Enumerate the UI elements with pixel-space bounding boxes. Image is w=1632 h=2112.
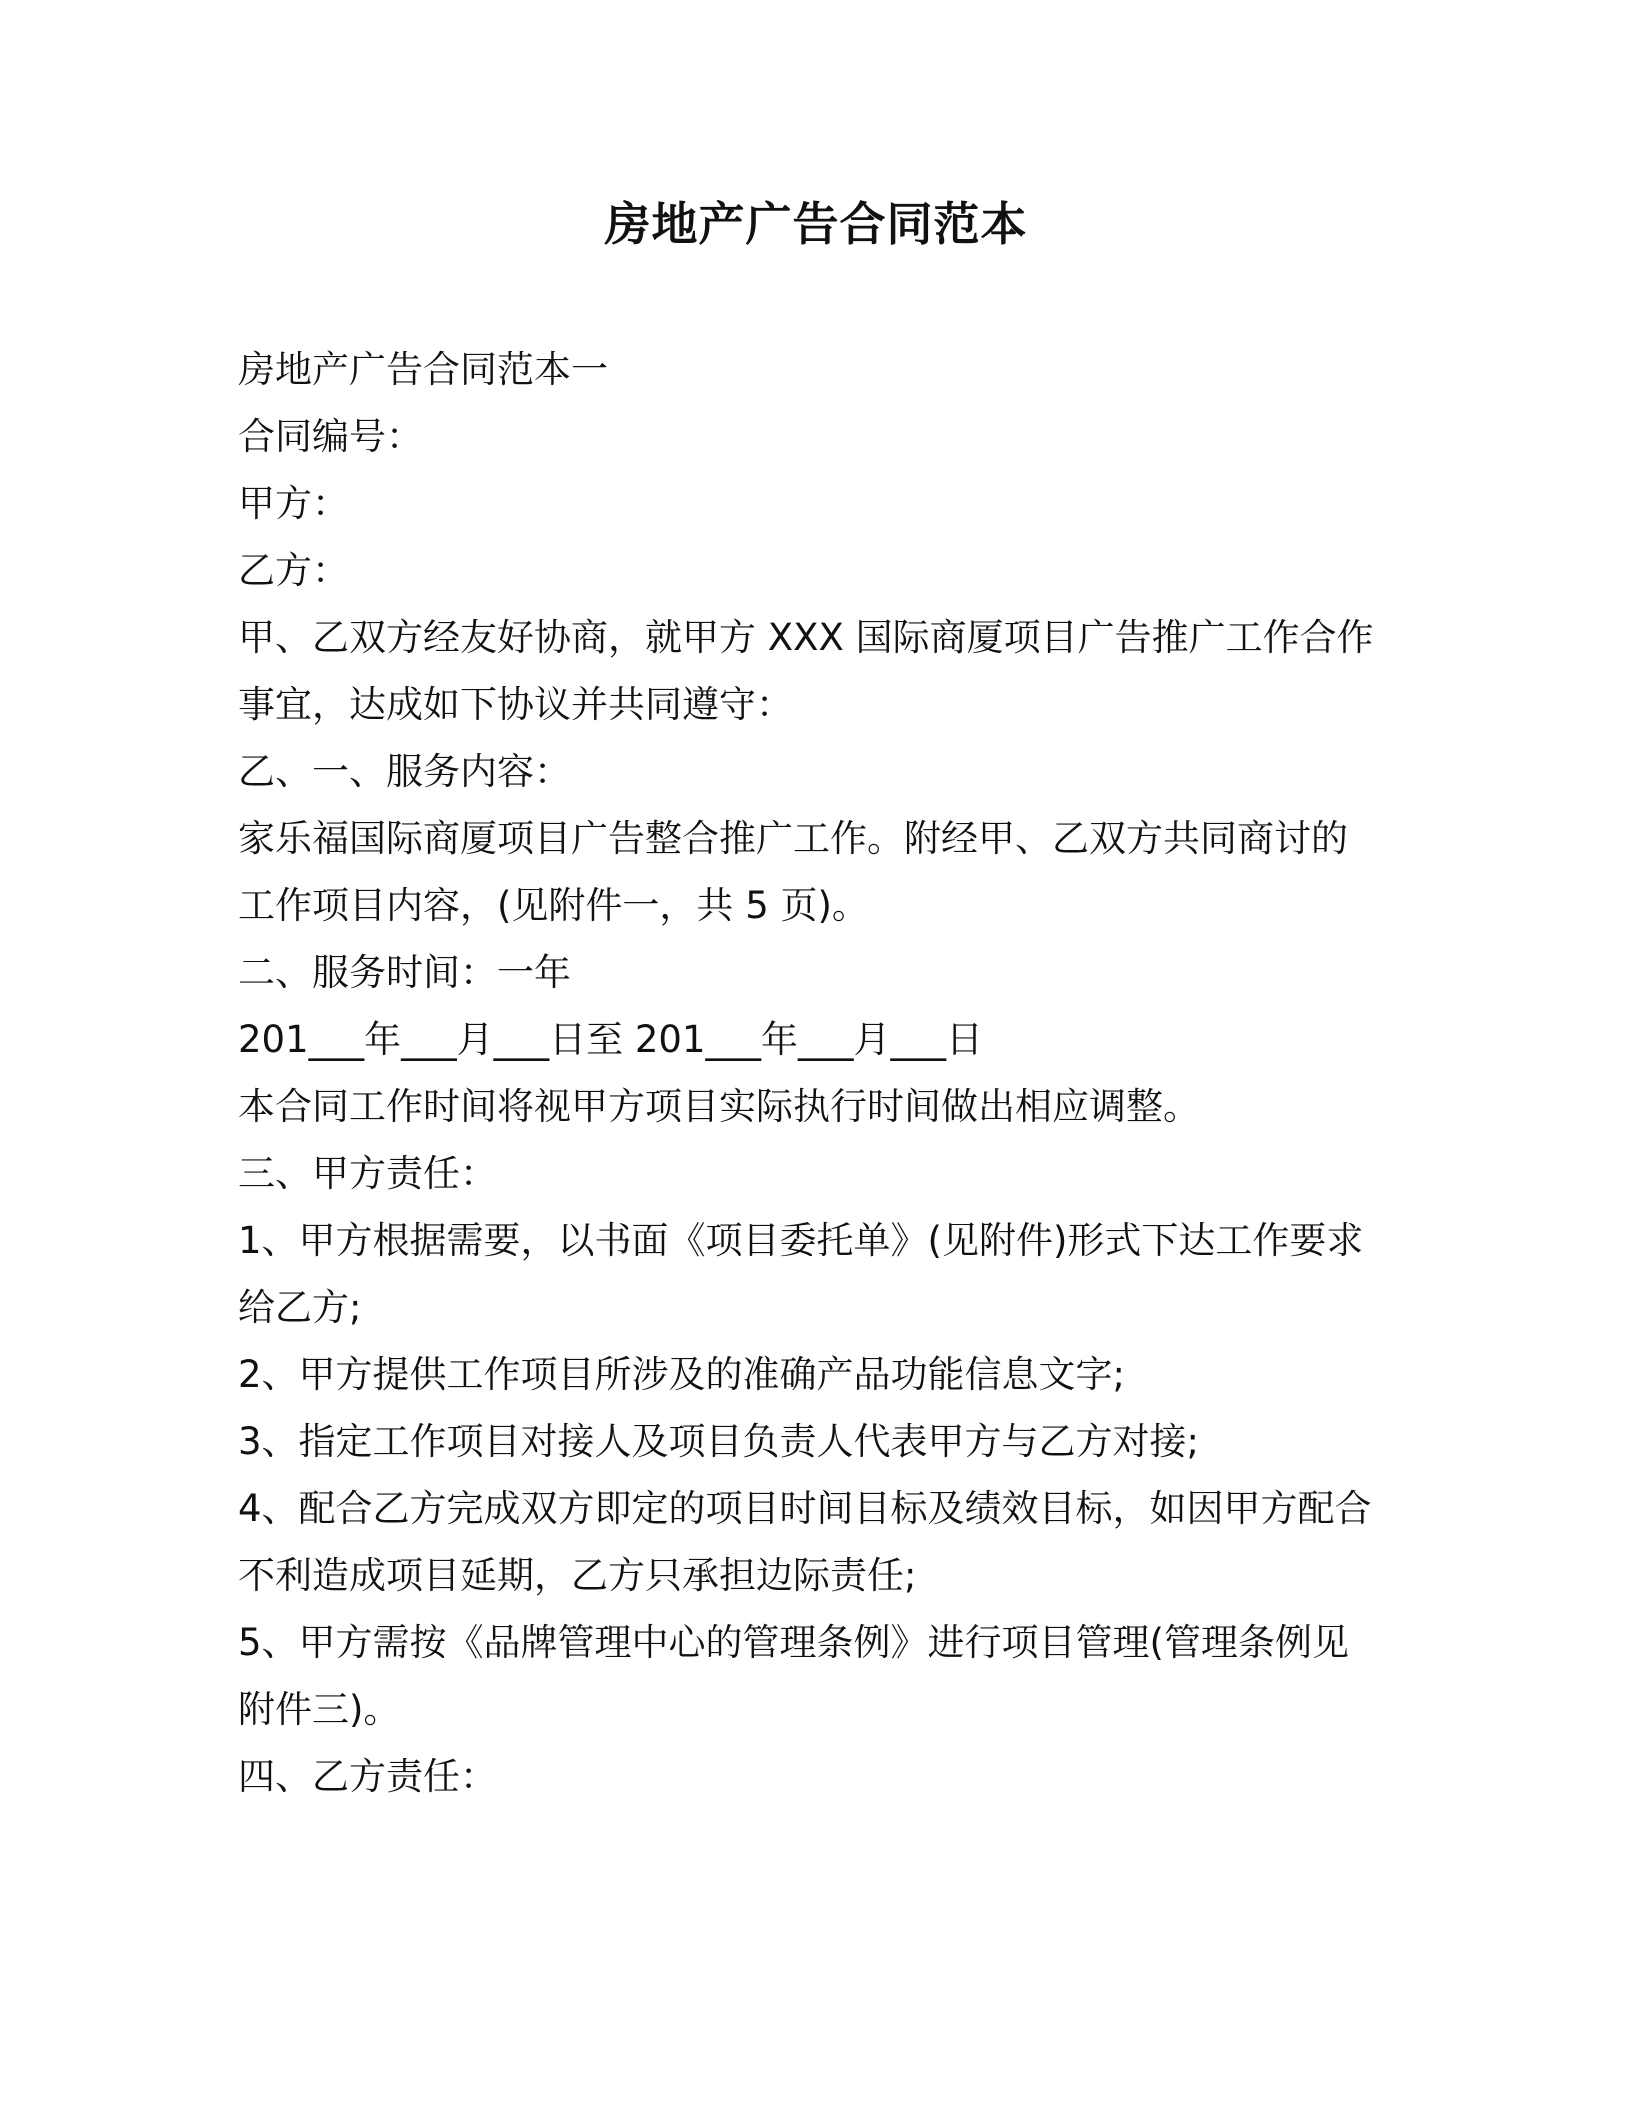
clause-text: 本合同工作时间将视甲方项目实际执行时间做出相应调整。 xyxy=(238,1085,1200,1128)
document-title: 房地产广告合同范本 xyxy=(604,197,1028,251)
party-b-field: 乙方： xyxy=(238,549,349,592)
clause-item: 1、甲方根据需要，以书面《项目委托单》(见附件)形式下达工作要求 xyxy=(238,1219,1364,1262)
contract-number-field: 合同编号： xyxy=(238,415,423,458)
clause-item: 不利造成项目延期，乙方只承担边际责任; xyxy=(238,1554,917,1597)
clause-item: 给乙方; xyxy=(238,1286,362,1329)
preamble-line: 甲、乙双方经友好协商，就甲方 XXX 国际商厦项目广告推广工作合作 xyxy=(238,616,1374,659)
date-range-field: 201___年___月___日至 201___年___月___日 xyxy=(238,1018,984,1061)
document-body xyxy=(238,336,1398,1810)
clause-item: 附件三)。 xyxy=(238,1688,401,1731)
preamble-line: 事宜，达成如下协议并共同遵守： xyxy=(238,683,793,726)
clause-item: 3、指定工作项目对接人及项目负责人代表甲方与乙方对接; xyxy=(238,1420,1200,1463)
clause-text: 工作项目内容，(见附件一，共 5 页)。 xyxy=(238,884,869,927)
clause-heading: 乙、一、服务内容： xyxy=(238,750,571,793)
party-a-field: 甲方： xyxy=(238,482,349,525)
clause-item: 4、配合乙方完成双方即定的项目时间目标及绩效目标，如因甲方配合 xyxy=(238,1487,1372,1530)
clause-heading: 三、甲方责任： xyxy=(238,1152,497,1195)
clause-item: 5、甲方需按《品牌管理中心的管理条例》进行项目管理(管理条例见 xyxy=(238,1621,1349,1664)
clause-heading: 二、服务时间：一年 xyxy=(238,951,571,994)
clause-text: 家乐福国际商厦项目广告整合推广工作。附经甲、乙双方共同商讨的 xyxy=(238,817,1348,860)
clause-item: 2、甲方提供工作项目所涉及的准确产品功能信息文字; xyxy=(238,1353,1126,1396)
section-heading: 房地产广告合同范本一 xyxy=(238,348,608,391)
clause-heading: 四、乙方责任： xyxy=(238,1755,497,1798)
